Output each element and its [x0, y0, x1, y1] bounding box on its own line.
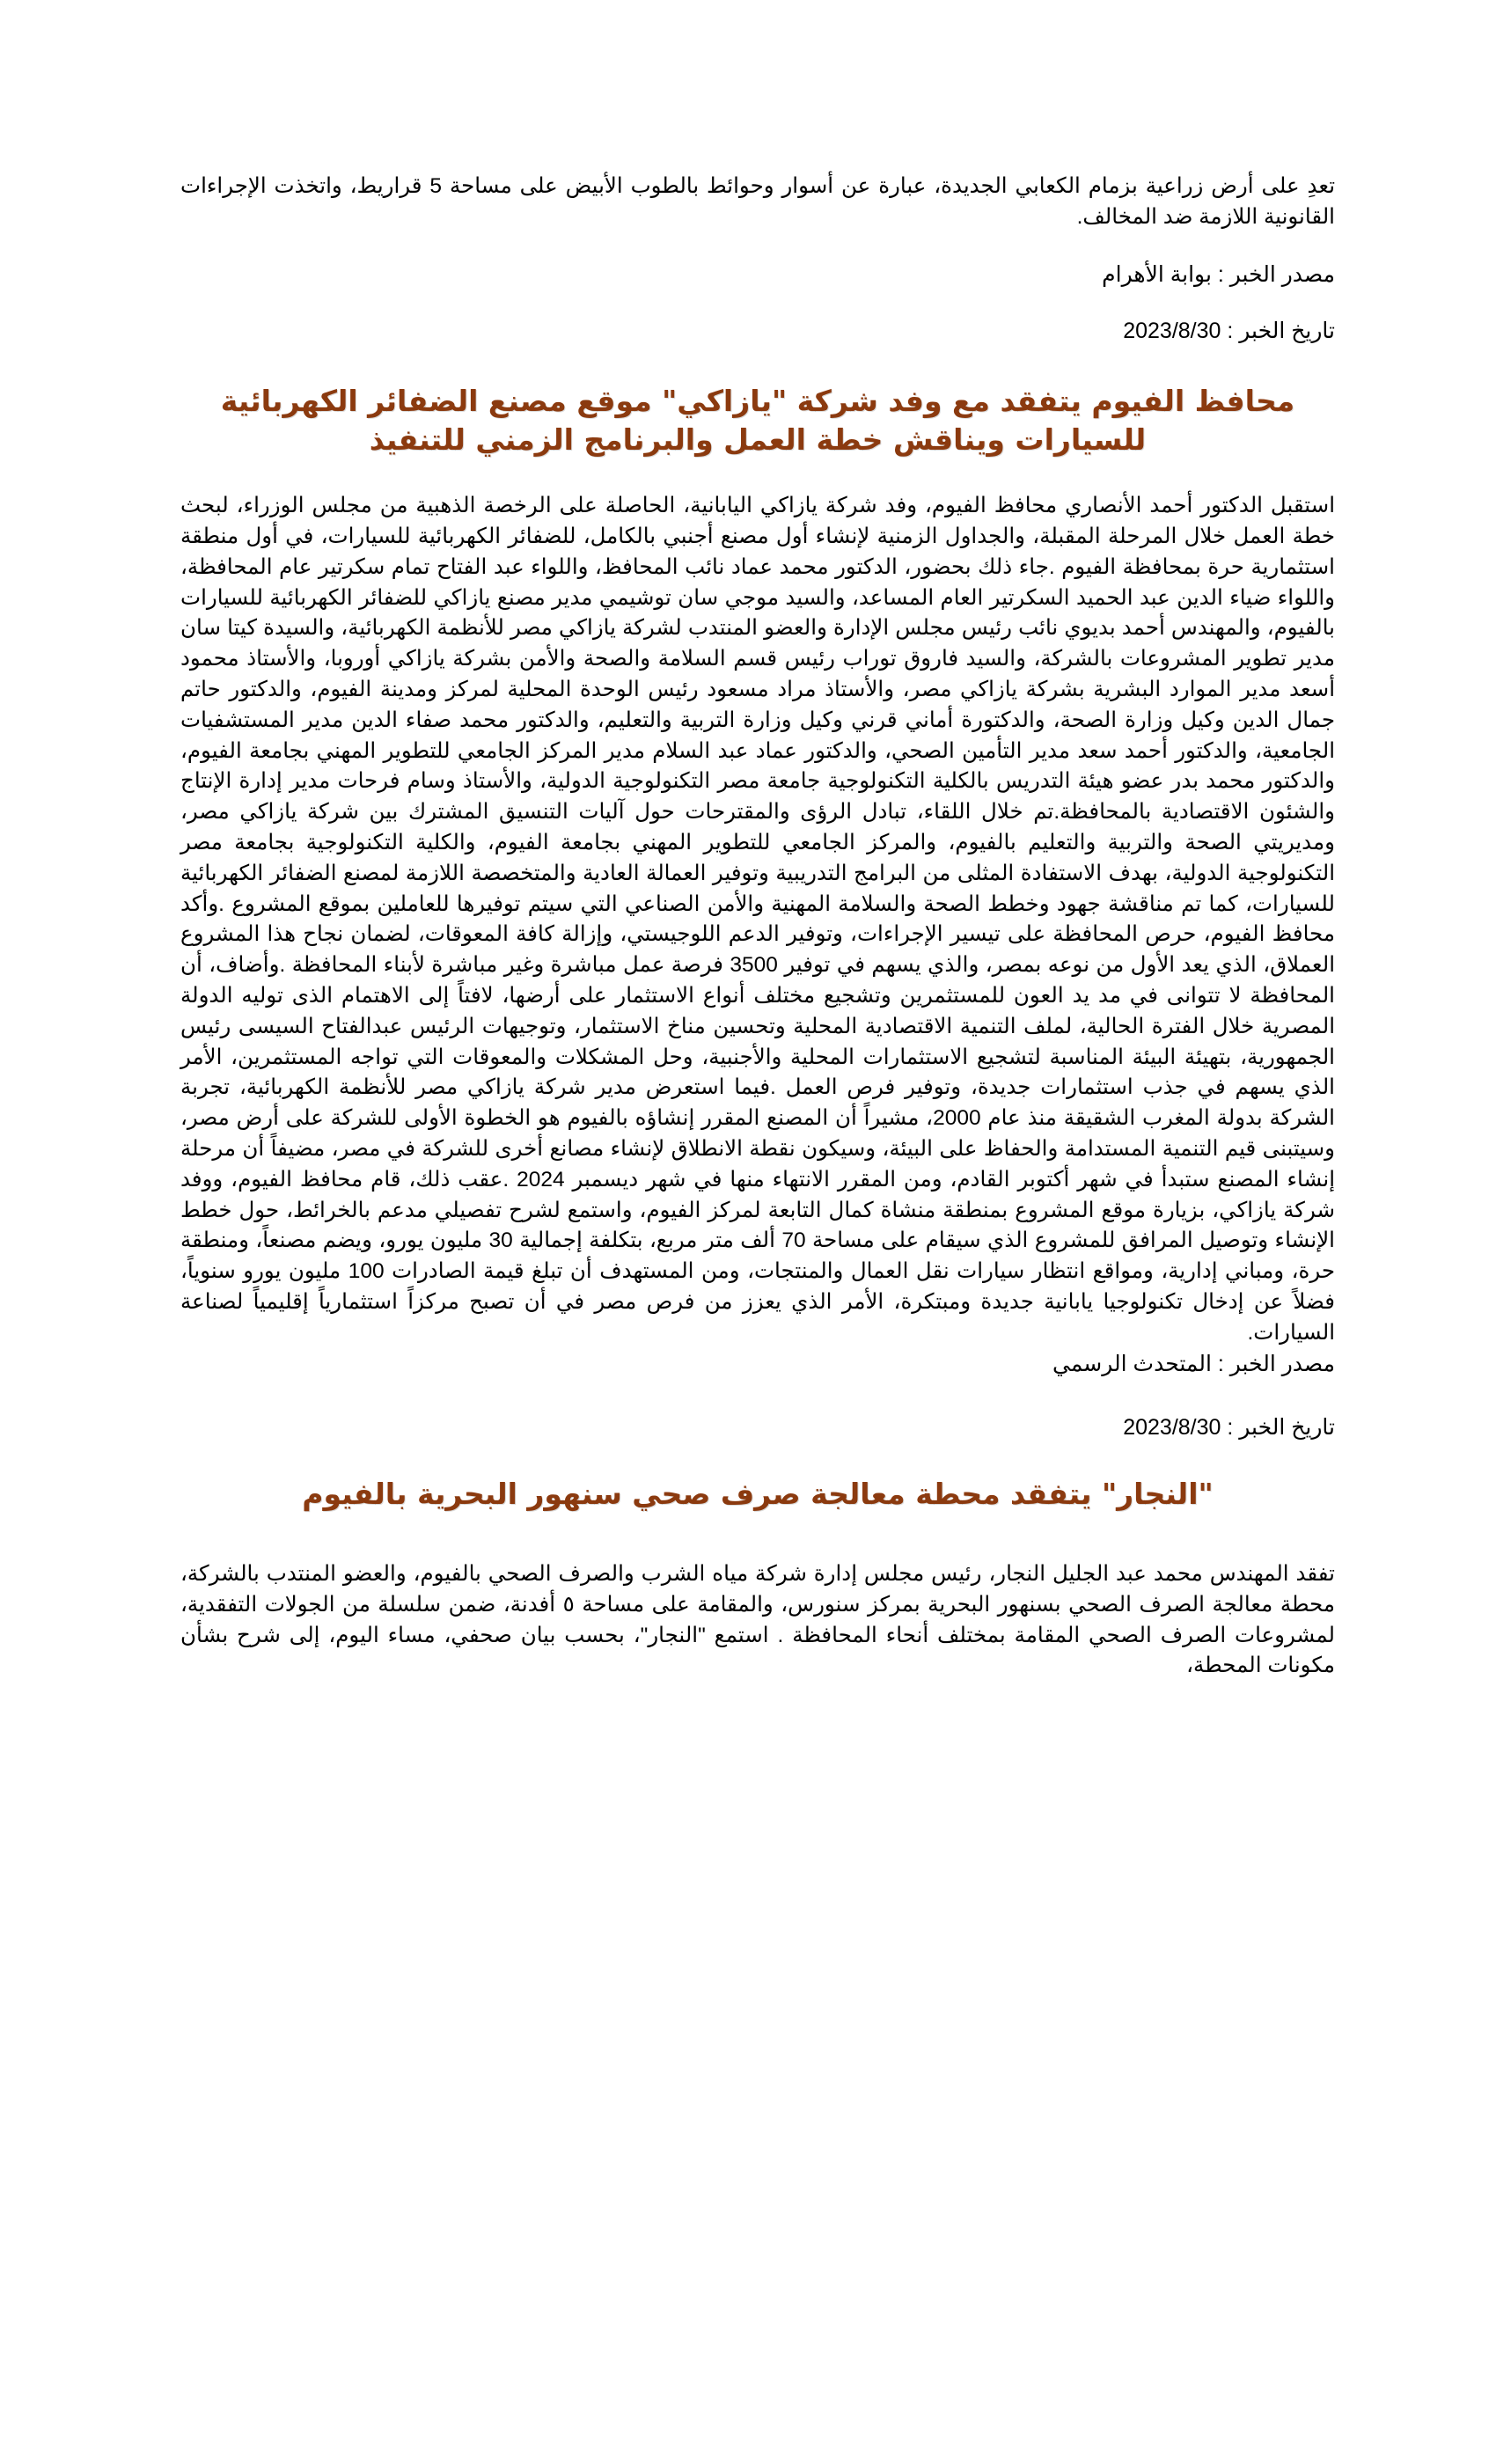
article-body-text: استقبل الدكتور أحمد الأنصاري محافظ الفيوم، وفد شركة يازاكي اليابانية، الحاصلة على الرخصة الذهبية من مجلس الوزراء، لبحث خطة العمل خلال المرحلة المقبلة، والجداول الزمنية لإنشاء أول مصنع أجنبي بالكامل، للضفائر الكهربائية للسيارات، في أول منطقة استثمارية حرة بمحافظة الفيوم .جاء ذلك بحضور، الدكتور محمد عماد نائب المحافظ، واللواء عبد الفتاح تمام سكرتير عام المحافظة، واللواء ضياء الدين عبد الحميد السكرتير العام المساعد، والسيد موجي سان توشيمي مدير مصنع يازاكي للضفائر الكهربائية للسيارات بالفيوم، والمهندس أحمد بديوي نائب رئيس مجلس الإدارة والعضو المنتدب لشركة يازاكي مصر للأنظمة الكهربائية، والسيدة كيتا سان مدير تطوير المشروعات بالشركة، والسيد فاروق توراب رئيس قسم السلامة والصحة والأمن بشركة يازاكي أوروبا، والأستاذ محمود أسعد مدير الموارد البشرية بشركة يازاكي مصر، والأستاذ مراد مسعود رئيس الوحدة المحلية لمركز ومدينة الفيوم، والدكتور حاتم جمال الدين وكيل وزارة الصحة، والدكتورة أماني قرني وكيل وزارة التربية والتعليم، والدكتور محمد صفاء الدين مدير المستشفيات الجامعية، والدكتور أحمد سعد مدير التأمين الصحي، والدكتور عماد عبد السلام مدير المركز الجامعي للتطوير المهني بجامعة الفيوم، والدكتور محمد بدر عضو هيئة التدريس بالكلية التكنولوجية جامعة مصر التكنولوجية الدولية، والأستاذ وسام فرحات مدير إدارة الإنتاج والشئون الاقتصادية بالمحافظة.تم خلال اللقاء، تبادل الرؤى والمقترحات حول آليات التنسيق المشترك بين شركة يازاكي مصر، ومديريتي الصحة والتربية والتعليم بالفيوم، والمركز الجامعي للتطوير المهني بجامعة الفيوم، والكلية التكنولوجية بجامعة مصر التكنولوجية الدولية، بهدف الاستفادة المثلى من البرامج التدريبية وتوفير العمالة العادية والمتخصصة اللازمة لمصنع الضفائر الكهربائية للسيارات، كما تم مناقشة جهود وخطط الصحة والسلامة المهنية والأمن الصناعي التي سيتم توفيرها للعاملين بموقع المشروع .وأكد محافظ الفيوم، حرص المحافظة على تيسير الإجراءات، وتوفير الدعم اللوجيستي، وإزالة كافة المعوقات، لضمان نجاح هذا المشروع العملاق، الذي يعد الأول من نوعه بمصر، والذي يسهم في توفير 3500 فرصة عمل مباشرة وغير مباشرة لأبناء المحافظة .وأضاف، أن المحافظة لا تتوانى في مد يد العون للمستثمرين وتشجيع مختلف أنواع الاستثمار على أرضها، لافتاً إلى الاهتمام الذى توليه الدولة المصرية خلال الفترة الحالية، لملف التنمية الاقتصادية المحلية وتحسين مناخ الاستثمار، وتوجيهات الرئيس عبدالفتاح السيسى رئيس الجمهورية، بتهيئة البيئة المناسبة لتشجيع الاستثمارات المحلية والأجنبية، وحل المشكلات والمعوقات التي تواجه المستثمرين، الأمر الذي يسهم في جذب استثمارات جديدة، وتوفير فرص العمل .فيما استعرض مدير شركة يازاكي مصر للأنظمة الكهربائية، تجربة الشركة بدولة المغرب الشقيقة منذ عام 2000، مشيراً أن المصنع المقرر إنشاؤه بالفيوم هو الخطوة الأولى للشركة على أرض مصر، وسيتبنى قيم التنمية المستدامة والحفاظ على البيئة، وسيكون نقطة الانطلاق لإنشاء مصانع أخرى للشركة في مصر، مضيفاً أن مرحلة إنشاء المصنع ستبدأ في شهر أكتوبر القادم، ومن المقرر الانتهاء منها في شهر ديسمبر 2024 .عقب ذلك، قام محافظ الفيوم، ووفد شركة يازاكي، بزيارة موقع المشروع بمنطقة منشاة كمال التابعة لمركز الفيوم، واستمع لشرح تفصيلي مدعم بالخرائط، حول خطط الإنشاء وتوصيل المرافق للمشروع الذي سيقام على مساحة 70 ألف متر مربع، بتكلفة إجمالية 30 مليون يورو، ويضم مصنعاً، ومنطقة حرة، ومباني إدارية، ومواقع انتظار سيارات نقل العمال والمنتجات، ومن المستهدف أن تبلغ قيمة الصادرات 100 مليون يورو سنوياً، فضلاً عن إدخال تكنولوجيا يابانية جديدة ومبتكرة، الأمر الذي يعزز من فرص مصر في أن تصبح مركزاً استثمارياً إقليمياً لصناعة السيارات. — [180, 494, 1336, 1345]
previous-article-tail — [180, 172, 1335, 347]
document-page — [180, 172, 1335, 1682]
article-headline: "النجار" يتفقد محطة معالجة صرف صحي سنهور البحرية بالفيوم — [302, 1477, 1214, 1512]
article-body-text: تفقد المهندس محمد عبد الجليل النجار، رئيس مجلس إدارة شركة مياه الشرب والصرف الصحي بالفيوم، والعضو المنتدب بالشركة، محطة معالجة الصرف الصحي بسنهور البحرية بمركز سنورس، والمقامة على مساحة ٥ أفدنة، ضمن سلسلة من الجولات التفقدية، لمشروعات الصرف الصحي المقامة بمختلف أنحاء المحافظة . استمع "النجار"، بحسب بيان صحفي، مساء اليوم، إلى شرح بشأن مكونات المحطة، — [180, 1562, 1335, 1678]
news-date: تاريخ الخبر : 2023/8/30 — [1123, 1415, 1335, 1441]
article-body-text: تعدِ على أرض زراعية بزمام الكعابي الجديدة، عبارة عن أسوار وحوائط بالطوب الأبيض على مساحة 5 قراريط، واتخذت الإجراءات القانونية اللازمة ضد المخالف. — [180, 174, 1336, 229]
article-headline: محافظ الفيوم يتفقد مع وفد شركة "يازاكي" موقع مصنع الضفائر الكهربائية للسيارات ويناقش خطة العمل والبرنامج الزمني للتنفيذ — [220, 384, 1295, 458]
news-date: تاريخ الخبر : 2023/8/30 — [1123, 319, 1335, 344]
article-naggar — [180, 1475, 1335, 1682]
news-source: مصدر الخبر : المتحدث الرسمي — [1052, 1351, 1335, 1376]
article-yazaki — [180, 382, 1335, 1443]
news-source: مصدر الخبر : بوابة الأهرام — [1102, 261, 1335, 287]
